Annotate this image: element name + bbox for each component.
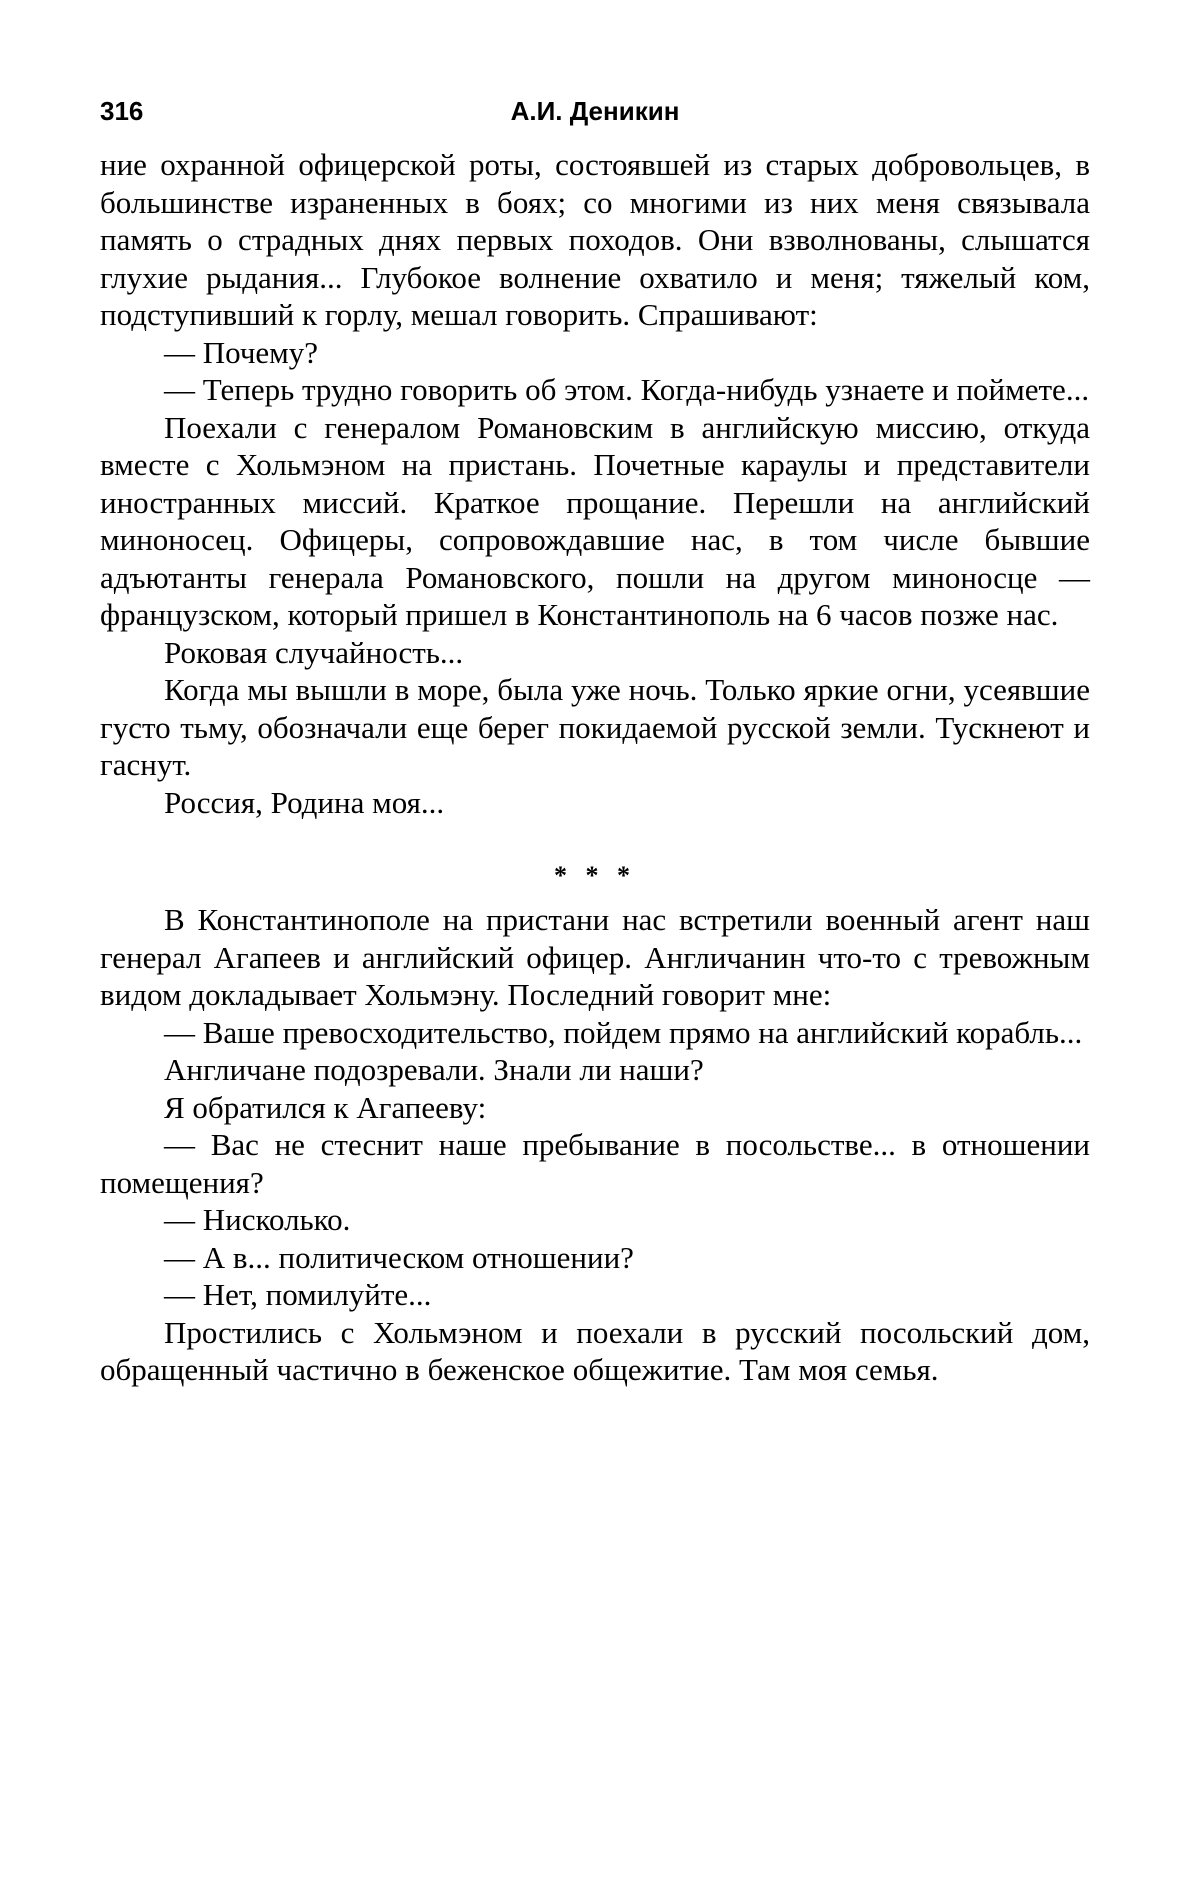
paragraph: Простились с Хольмэном и поехали в русский посольский дом, обращенный частично в беженское общежитие. Там моя семья. xyxy=(100,1314,1090,1387)
running-title: А.И. Деникин xyxy=(510,96,680,126)
paragraph: Роковая случайность... xyxy=(164,634,464,670)
paragraph: — Почему? xyxy=(164,334,319,370)
paragraph: Англичане подозревали. Знали ли наши? xyxy=(164,1052,704,1087)
paragraph: ние охранной офицерской роты, состоявшей из старых добровольцев, в большинстве израненных в боях; со многими из них меня связывала память о страдных днях первых походов. Они взволнованы, слышатся глухие рыдания... Глубокое волнение охватило и меня; тяжелый ком, подступивший к горлу, мешал говорить. Спрашивают: xyxy=(100,147,1090,332)
paragraph: Поехали с генералом Романовским в английскую миссию, откуда вместе с Хольмэном на пристань. Почетные караулы и представители иностранных миссий. Краткое прощание. Перешли на английский миноносец. Офицеры, сопровождавшие нас, в том числе бывшие адъютанты генерала Романовского, пошли на другом миноносце — французском, который пришел в Константинополь на 6 часов позже нас. xyxy=(100,409,1090,632)
book-page xyxy=(100,96,1090,1389)
paragraph: — Нет, помилуйте... xyxy=(164,1277,432,1312)
paragraph: Когда мы вышли в море, была уже ночь. Только яркие огни, усеявшие густо тьму, обозначали еще берег покидаемой русской земли. Тускнеют и гаснут. xyxy=(100,672,1090,782)
paragraph: — Нисколько. xyxy=(164,1202,351,1237)
page-number: 316 xyxy=(100,96,144,126)
paragraph: В Константинополе на пристани нас встретили военный агент наш генерал Агапеев и английский офицер. Англичанин что-то с тревожным видом докладывает Хольмэну. Последний говорит мне: xyxy=(100,902,1090,1012)
section-break: * * * xyxy=(554,861,636,890)
paragraph: — Ваше превосходительство, пойдем прямо на английский корабль... xyxy=(164,1014,1083,1050)
paragraph: Я обратился к Агапееву: xyxy=(164,1089,487,1125)
paragraph: — Теперь трудно говорить об этом. Когда-нибудь узнаете и поймете... xyxy=(164,372,1090,407)
body-text xyxy=(100,146,1090,1389)
paragraph: — Вас не стеснит наше пребывание в посольстве... в отношении помещения? xyxy=(100,1127,1090,1200)
paragraph: — А в... политическом отношении? xyxy=(164,1239,634,1275)
running-head xyxy=(100,96,1090,136)
paragraph: Россия, Родина моя... xyxy=(164,784,445,820)
